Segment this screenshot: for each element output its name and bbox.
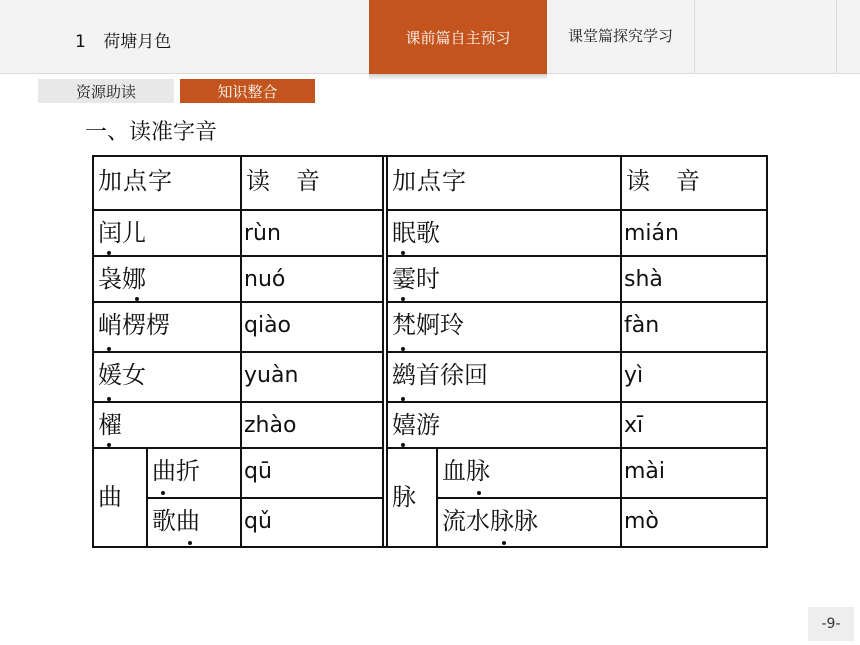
table-row-word: 峭楞楞 — [94, 303, 242, 353]
table-row-pinyin: yuàn — [242, 353, 384, 403]
page-number: -9- — [808, 607, 854, 641]
table-row-pinyin: zhào — [242, 403, 384, 449]
table-row-word: 袅娜 — [94, 257, 242, 303]
lesson-title — [75, 27, 171, 52]
tab-shadow — [369, 74, 547, 80]
pronunciation-table — [92, 155, 768, 548]
header-cell-pron-left: 读 音 — [242, 157, 384, 211]
table-row-pinyin: fàn — [622, 303, 766, 353]
lesson-number: 1 — [75, 32, 86, 52]
table-row-word: 流水脉脉 — [438, 499, 622, 548]
table-row-pinyin: mài — [622, 449, 766, 499]
table-row-word: 歌曲 — [148, 499, 242, 548]
tab-classroom[interactable]: 课堂篇探究学习 — [567, 26, 673, 45]
table-row-pinyin: nuó — [242, 257, 384, 303]
group-char-left: 曲 — [94, 449, 148, 548]
table-row-word: 櫂 — [94, 403, 242, 449]
table-row-word: 闰儿 — [94, 211, 242, 257]
table-row-pinyin: yì — [622, 353, 766, 403]
table-row-pinyin: qū — [242, 449, 384, 499]
table-row-pinyin: qiào — [242, 303, 384, 353]
table-row-word: 鹚首徐回 — [388, 353, 622, 403]
section-heading: 一、读准字音 — [85, 120, 218, 145]
table-row-word: 媛女 — [94, 353, 242, 403]
table-row-word: 眠歌 — [388, 211, 622, 257]
tab-divider — [836, 0, 837, 74]
header-cell-char-right: 加点字 — [388, 157, 622, 211]
table-row-pinyin: xī — [622, 403, 766, 449]
table-row-pinyin: qǔ — [242, 499, 384, 548]
header-cell-char-left: 加点字 — [94, 157, 242, 211]
header-cell-pron-right: 读 音 — [622, 157, 766, 211]
table-row-pinyin: mián — [622, 211, 766, 257]
table-row-word: 霎时 — [388, 257, 622, 303]
table-row-pinyin: mò — [624, 509, 659, 534]
subtab-knowledge[interactable]: 知识整合 — [180, 79, 315, 103]
table-row-pinyin: shà — [622, 257, 766, 303]
table-row-pinyin: rùn — [242, 211, 384, 257]
tab-preview[interactable]: 课前篇自主预习 — [369, 0, 547, 74]
group-char-right: 脉 — [388, 449, 438, 548]
table-row-word: 嬉游 — [388, 403, 622, 449]
table-row-word: 血脉 — [438, 449, 622, 499]
lesson-title-text: 荷塘月色 — [103, 32, 172, 52]
subtab-resource[interactable]: 资源助读 — [38, 79, 174, 103]
tab-divider — [694, 0, 695, 74]
table-row-word: 梵婀玲 — [388, 303, 622, 353]
table-row-word: 曲折 — [148, 449, 242, 499]
